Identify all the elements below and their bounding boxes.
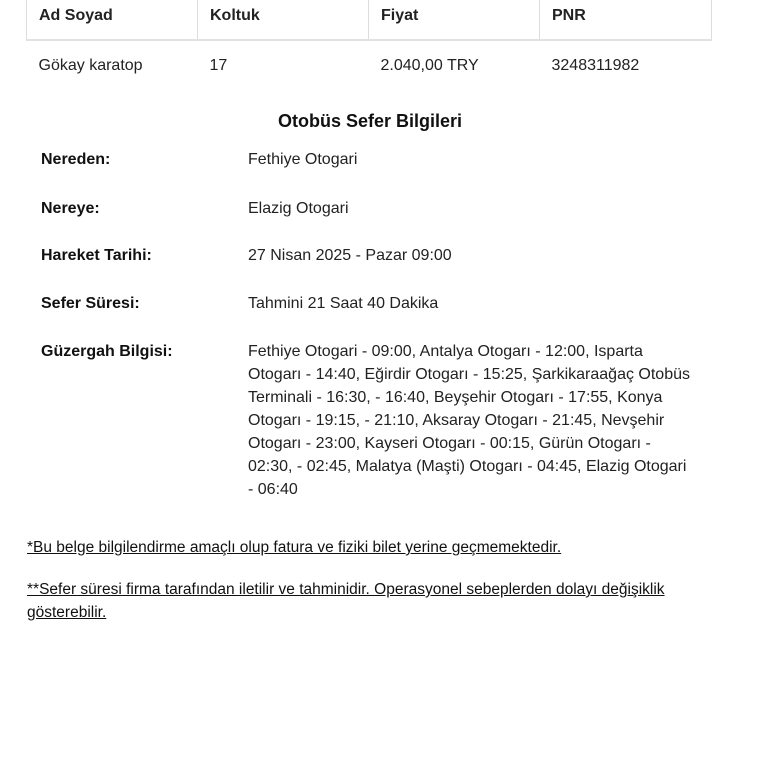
table-header-row <box>27 0 712 40</box>
departure-value: 27 Nisan 2025 - Pazar 09:00 <box>248 247 452 264</box>
duration-row <box>41 292 701 315</box>
from-row <box>41 148 701 171</box>
duration-note: **Sefer süresi firma tarafından iletilir ve tahminidir. Operasyonel sebeplerden dolayı değişiklik gösterebilir. <box>27 581 665 621</box>
passenger-table <box>26 0 712 91</box>
disclaimer-note: *Bu belge bilgilendirme amaçlı olup fatura ve fiziki bilet yerine geçmemektedir. <box>27 539 562 556</box>
to-row <box>41 197 701 220</box>
from-label: Nereden: <box>41 151 111 168</box>
to-label: Nereye: <box>41 200 100 217</box>
header-name: Ad Soyad <box>27 0 198 40</box>
ticket-price: 2.040,00 TRY <box>380 57 479 74</box>
from-value: Fethiye Otogari <box>248 151 358 168</box>
header-seat: Koltuk <box>198 0 369 40</box>
departure-row <box>41 244 701 267</box>
departure-label: Hareket Tarihi: <box>41 247 152 264</box>
route-row <box>41 340 701 501</box>
header-price: Fiyat <box>369 0 540 40</box>
route-label: Güzergah Bilgisi: <box>41 343 173 360</box>
pnr-code: 3248311982 <box>551 57 640 74</box>
header-pnr: PNR <box>540 0 712 40</box>
route-value: Fethiye Otogari - 09:00, Antalya Otogarı - 12:00, Isparta Otogarı - 14:40, Eğirdir Otogarı - 15:25, Şarkikaraağaç Otobüs Terminali - 16:30, - 16:40, Beyşehir Otogarı - 17:55, Konya Otogarı - 19:15, - 21:10, Aksaray Otogarı - 21:45, Nevşehir Otogarı - 23:00, Kayseri Otogarı - 00:15, Gürün Otogarı - 02:30, - 02:45, Malatya (Maşti) Otogarı - 04:45, Elazig Otogari - 06:40 <box>248 343 690 498</box>
duration-label: Sefer Süresi: <box>41 295 140 312</box>
seat-number: 17 <box>209 57 228 74</box>
table-row <box>27 40 712 91</box>
section-title: Otobüs Sefer Bilgileri <box>277 111 463 131</box>
passenger-name: Gökay karatop <box>38 57 143 74</box>
to-value: Elazig Otogari <box>248 200 349 217</box>
duration-value: Tahmini 21 Saat 40 Dakika <box>248 295 439 312</box>
